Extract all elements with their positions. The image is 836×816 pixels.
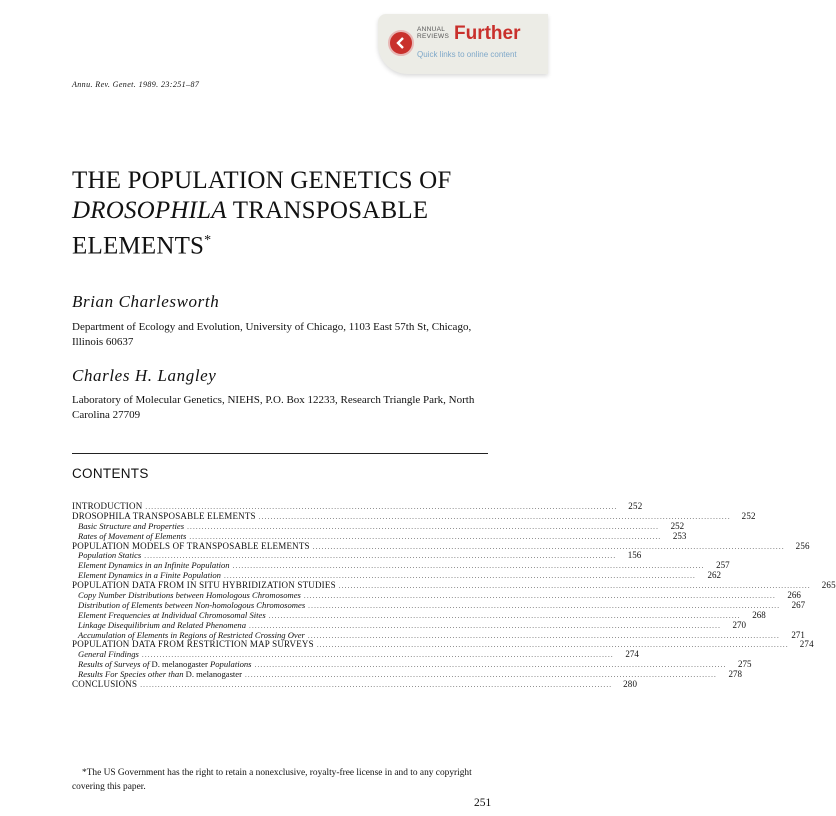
toc-page-number: 257 (716, 560, 730, 571)
toc-page-number: 262 (707, 570, 721, 581)
badge-subtitle[interactable]: Quick links to online content (417, 50, 517, 59)
toc-title-part: Rates of Movement of Elements (78, 530, 187, 541)
toc-page-number: 278 (728, 669, 742, 680)
toc-page-number: 266 (787, 590, 801, 601)
toc-leader-dots: ................................................................................................................................................................ (140, 681, 613, 690)
toc-page-number: 252 (741, 510, 756, 521)
toc-title-part: POPULATION DATA FROM RESTRICTION MAP SURVEYS (72, 639, 314, 650)
toc-title-part: POPULATION MODELS OF TRANSPOSABLE ELEMENTS (72, 540, 310, 551)
title-line-1: THE POPULATION GENETICS OF (72, 167, 452, 194)
toc-leader-dots: ................................................................................................................................................................ (244, 671, 717, 680)
toc-leader-dots: ................................................................................................................................................................ (144, 552, 617, 561)
contents-divider (72, 453, 488, 454)
back-arrow-icon[interactable] (388, 30, 414, 56)
toc-page-number: 252 (670, 520, 685, 531)
title-footnote-mark[interactable]: * (204, 233, 212, 248)
toc-title-part: DROSOPHILA TRANSPOSABLE ELEMENTS (72, 510, 256, 521)
journal-citation: Annu. Rev. Genet. 1989. 23:251–87 (72, 80, 200, 89)
toc-leader-dots: ................................................................................................................................................................ (338, 582, 811, 591)
toc-title-part: D. melanogaster (151, 659, 208, 670)
toc-title-part: Element Dynamics in an Infinite Population (78, 560, 230, 571)
toc-page-number: 280 (623, 679, 638, 690)
title-line-2 (72, 196, 512, 226)
badge-further-text[interactable]: Further (454, 23, 521, 44)
table-of-contents (72, 501, 836, 690)
toc-title-part: Basic Structure and Properties (78, 520, 185, 531)
toc-leader-dots: ................................................................................................................................................................ (232, 562, 705, 571)
author-name: Brian Charlesworth (72, 292, 220, 311)
title-genus: DROSOPHILA (72, 197, 227, 224)
badge-reviews-text: REVIEWS (417, 33, 450, 40)
toc-leader-dots: ................................................................................................................................................................ (316, 641, 789, 650)
toc-entry-title (72, 680, 137, 690)
toc-leader-dots: ................................................................................................................................................................ (189, 532, 662, 541)
toc-page-number: 156 (627, 550, 642, 561)
title-line-3 (72, 226, 512, 261)
toc-title-part: D. melanogaster (185, 669, 242, 680)
toc-leader-dots: ................................................................................................................................................................ (308, 601, 781, 610)
toc-leader-dots: ................................................................................................................................................................ (223, 572, 696, 581)
toc-title-part: Populations (207, 659, 252, 670)
toc-title-part: Element Dynamics in a Finite Population (78, 570, 221, 581)
toc-title-part: INTRODUCTION (72, 501, 143, 511)
toc-title-part: Accumulation of Elements in Regions of Restricted Crossing Over (78, 629, 305, 640)
article-title (72, 166, 512, 261)
toc-leader-dots: ................................................................................................................................................................ (268, 611, 741, 620)
further-badge[interactable] (378, 14, 548, 74)
toc-leader-dots: ................................................................................................................................................................ (312, 542, 785, 551)
toc-title-part: General Findings (78, 649, 139, 660)
toc-leader-dots: ................................................................................................................................................................ (187, 522, 660, 531)
toc-page-number: 265 (821, 580, 836, 591)
toc-page-number: 253 (672, 530, 687, 541)
author-name: Charles H. Langley (72, 366, 217, 385)
toc-leader-dots: ................................................................................................................................................................ (254, 661, 727, 670)
toc-title-part: Results For Species other than (78, 669, 186, 680)
toc-title-part: Linkage Disequilibrium and Related Phenomena (78, 619, 247, 630)
toc-leader-dots: ................................................................................................................................................................ (303, 592, 776, 601)
toc-title-part: Copy Number Distributions between Homologous Chromosomes (78, 590, 301, 601)
page-number: 251 (474, 797, 492, 809)
toc-page-number: 256 (795, 540, 810, 551)
toc-title-part: CONCLUSIONS (72, 679, 138, 690)
toc-page-number: 274 (625, 649, 639, 660)
toc-page-number: 271 (791, 629, 805, 640)
toc-leader-dots: ................................................................................................................................................................ (249, 621, 722, 630)
toc-title-part: Population Statics (78, 550, 142, 561)
toc-leader-dots: ................................................................................................................................................................ (258, 512, 731, 521)
toc-page-number: 274 (799, 639, 814, 650)
toc-page-number: 268 (752, 609, 766, 620)
badge-annual-text: ANNUAL (417, 26, 446, 33)
toc-title-part: POPULATION DATA FROM IN SITU HYBRIDIZATION STUDIES (72, 580, 336, 591)
toc-leader-dots: ................................................................................................................................................................ (145, 503, 618, 511)
title-line-3-text: ELEMENTS (72, 232, 205, 260)
toc-page-number: 252 (628, 501, 643, 511)
author-affiliation: Department of Ecology and Evolution, University of Chicago, 1103 East 57th St, Chicago, Illinois 60637 (72, 321, 472, 348)
footnote: *The US Government has the right to retain a nonexclusive, royalty-free license in and to any copyright covering this paper. (72, 768, 472, 792)
title-line-2-rest: TRANSPOSABLE (226, 197, 429, 224)
toc-page-number: 275 (738, 659, 752, 670)
toc-page-number: 270 (732, 619, 747, 630)
toc-leader-dots: ................................................................................................................................................................ (141, 651, 614, 660)
toc-title-part: Results of Surveys of (78, 659, 152, 670)
toc-page-number: 267 (791, 599, 806, 610)
contents-heading: CONTENTS (72, 466, 149, 481)
toc-title-part: Distribution of Elements between Non-homologous Chromosomes (78, 599, 306, 610)
toc-title-part: Element Frequencies at Individual Chromosomal Sites (78, 609, 266, 620)
toc-leader-dots: ................................................................................................................................................................ (307, 631, 780, 640)
badge-publisher-label (417, 26, 449, 40)
toc-entry[interactable] (72, 679, 638, 690)
author-affiliation: Laboratory of Molecular Genetics, NIEHS, P.O. Box 12233, Research Triangle Park, North Carolina 27709 (72, 394, 475, 421)
